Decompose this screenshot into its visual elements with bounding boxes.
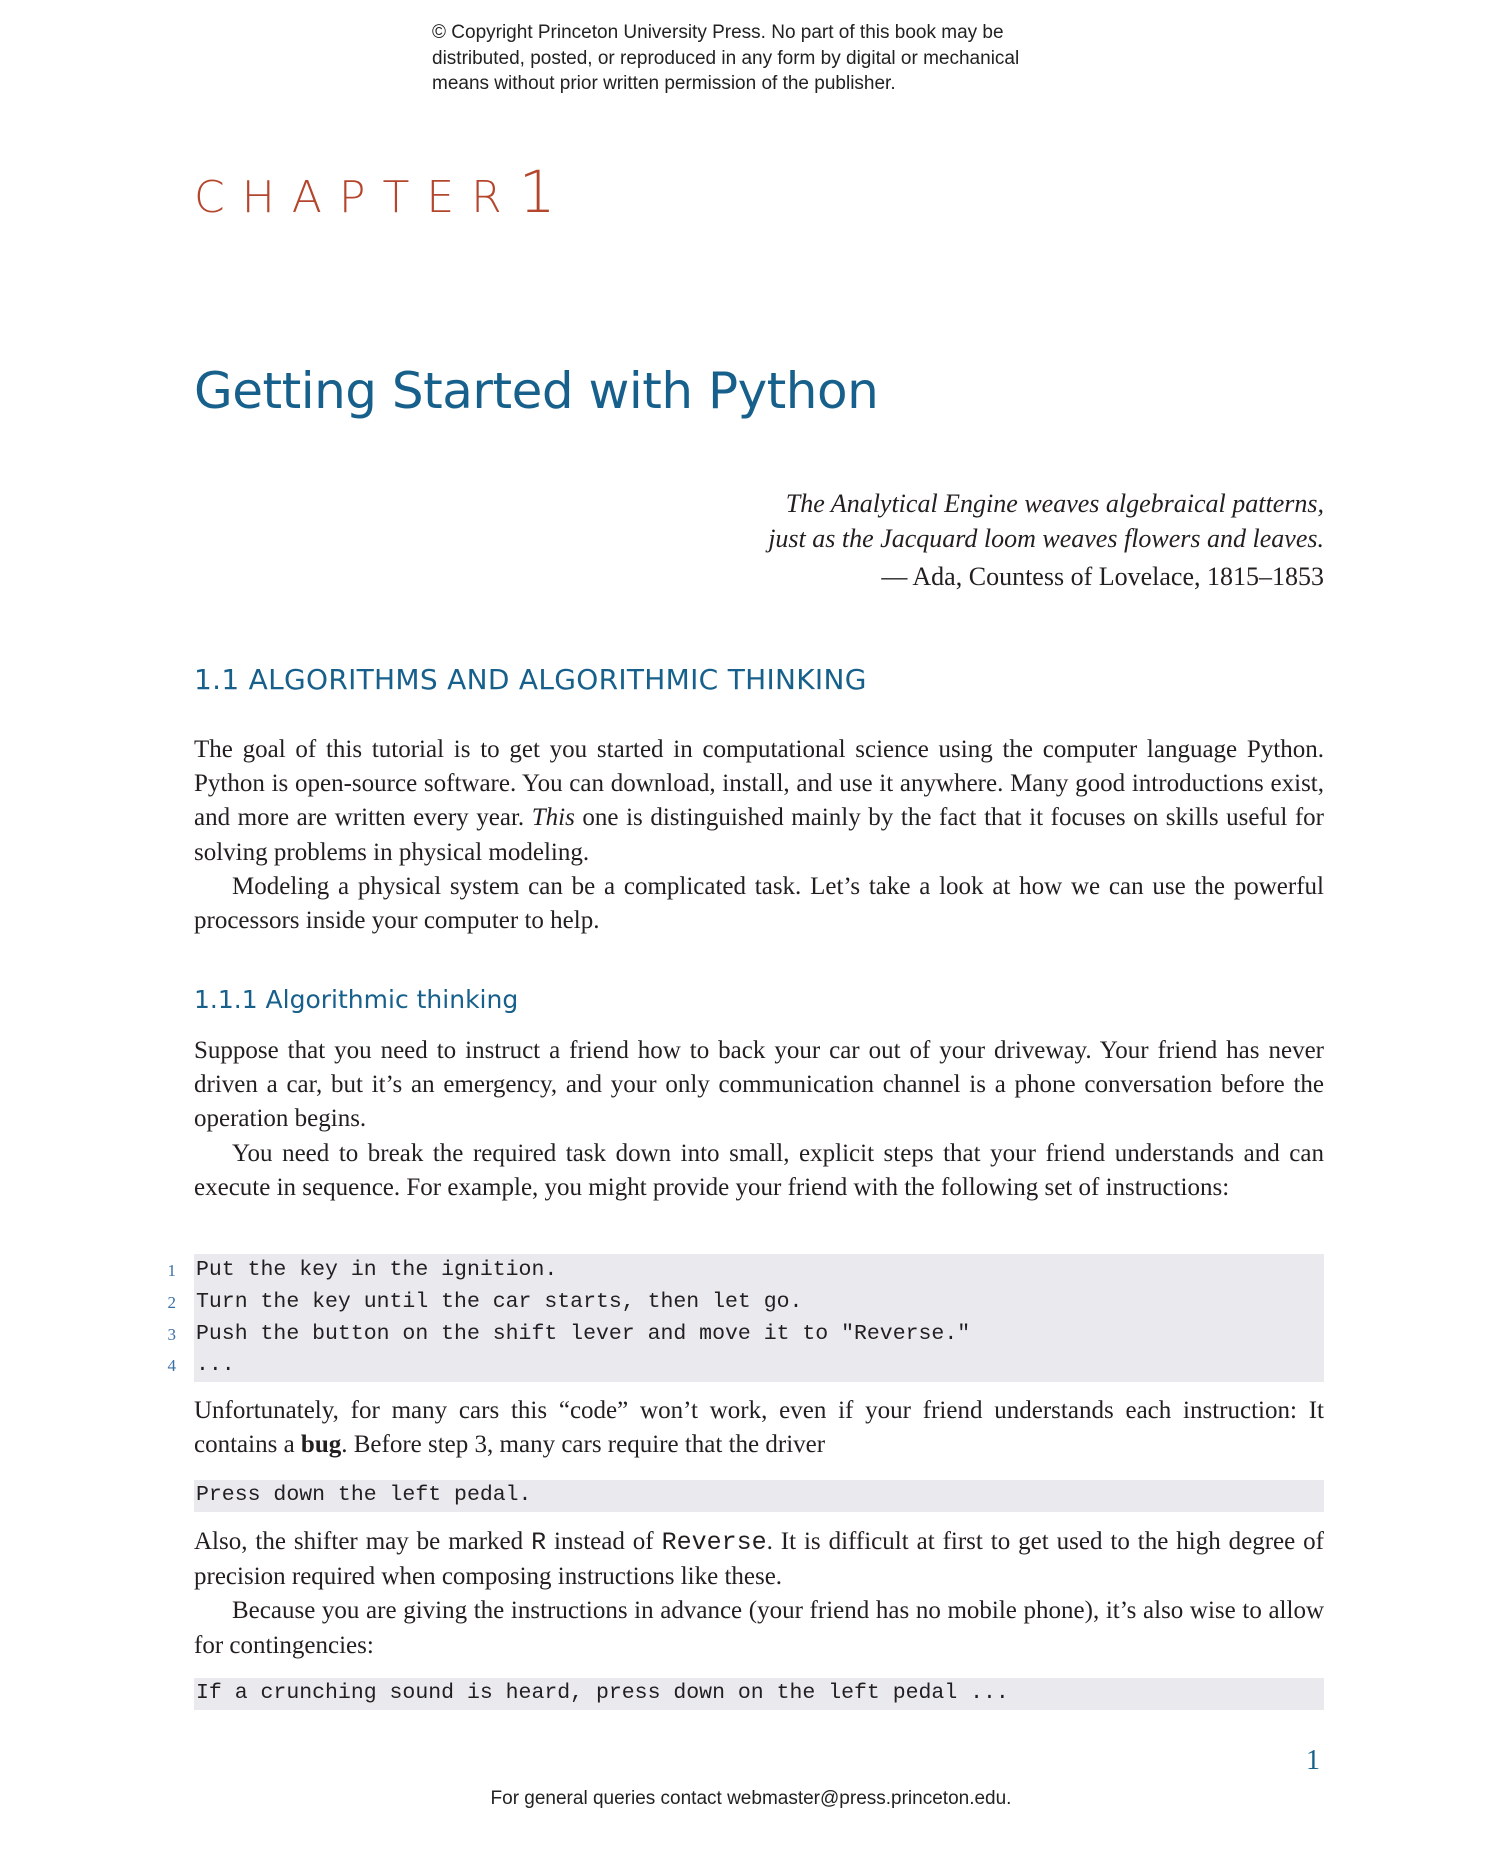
paragraph <box>194 733 1324 870</box>
text: one is distinguished mainly by the fact that it focuses on skills useful for solving problems in physical modeling. <box>194 804 1324 866</box>
code-text: Push the button on the shift lever and move it to "Reverse." <box>196 1321 971 1346</box>
emphasis: This <box>531 804 575 832</box>
code-line <box>167 1255 1324 1287</box>
epigraph-attribution: — Ada, Countess of Lovelace, 1815–1853 <box>881 562 1324 591</box>
text: Also, the shifter may be marked <box>194 1528 532 1555</box>
chapter-word: CHAPTER <box>194 172 519 223</box>
code-line: Press down the left pedal. <box>196 1483 532 1507</box>
code-text: ... <box>196 1353 235 1378</box>
paragraph: Because you are giving the instructions in advance (your friend has no mobile phone), it’s also wise to allow for contingencies: <box>194 1597 1324 1659</box>
epigraph-line: The Analytical Engine weaves algebraical patterns, <box>785 489 1324 518</box>
code-text: Turn the key until the car starts, then let go. <box>196 1289 803 1314</box>
paragraph <box>194 1525 1324 1594</box>
copyright-line: means without prior written permission of the publisher. <box>432 73 896 94</box>
code-snippet <box>194 1678 1324 1710</box>
code-line: If a crunching sound is heard, press down on the left pedal ... <box>196 1681 1009 1705</box>
copyright-line: distributed, posted, or reproduced in any form by digital or mechanical <box>432 47 1020 69</box>
line-number: 1 <box>167 1261 176 1280</box>
line-number: 2 <box>167 1292 176 1312</box>
copyright-line: © Copyright Princeton University Press. No part of this book may be <box>432 22 1004 43</box>
text: Unfortunately, for many cars this “code” won’t work, even if your friend understands each instruction: It contains a <box>194 1397 1324 1459</box>
code-line <box>167 1319 1324 1351</box>
paragraph: Modeling a physical system can be a complicated task. Let’s take a look at how we can use the powerful processors inside your computer to help. <box>194 872 1324 935</box>
inline-code: Reverse <box>661 1528 767 1557</box>
paragraph-shifter <box>194 1525 1324 1663</box>
line-number: 4 <box>167 1356 176 1376</box>
chapter-title: Getting Started with Python <box>194 362 879 420</box>
code-text: Put the key in the ignition. <box>196 1258 558 1282</box>
inline-code: R <box>531 1528 547 1557</box>
line-number: 3 <box>167 1324 176 1344</box>
copyright-notice <box>432 20 1019 97</box>
chapter-number: 1 <box>518 158 556 226</box>
chapter-label <box>194 158 556 226</box>
code-line <box>167 1287 1324 1319</box>
subsection-heading: 1.1.1 Algorithmic thinking <box>194 985 519 1014</box>
paragraph: Suppose that you need to instruct a friend how to back your car out of your driveway. Your friend has never driven a car, but it’s an emergency, and your only communication channel is a phone conversation before the operation begins. <box>194 1037 1324 1133</box>
code-line <box>167 1350 1324 1382</box>
text: . Before step 3, many cars require that the driver <box>341 1431 826 1459</box>
paragraph <box>194 1394 1324 1462</box>
section-body <box>194 733 1324 938</box>
epigraph-line: just as the Jacquard loom weaves flowers and leaves. <box>768 524 1324 553</box>
code-listing <box>167 1254 1324 1382</box>
subsection-body <box>194 1034 1324 1205</box>
bold-term: bug <box>300 1431 342 1459</box>
paragraph: You need to break the required task down into small, explicit steps that your friend understands and can execute in sequence. For example, you might provide your friend with the following set of instructions: <box>194 1139 1324 1201</box>
footer-contact: For general queries contact webmaster@press.princeton.edu. <box>490 1788 1012 1809</box>
paragraph-bug <box>194 1394 1324 1462</box>
epigraph <box>768 486 1324 594</box>
text: instead of <box>546 1528 662 1555</box>
text: . It is difficult at first to get used to the high degree of precision required when composing instructions like these. <box>194 1528 1324 1591</box>
code-snippet <box>194 1480 1324 1512</box>
text: The goal of this tutorial is to get you started in computational science using the computer language Python. Python is open-source software. You can download, install, and use it anywhere. Many good introductions exist, and more are written every year. <box>194 736 1324 832</box>
page-number: 1 <box>1306 1745 1320 1776</box>
section-heading: 1.1 ALGORITHMS AND ALGORITHMIC THINKING <box>194 663 867 696</box>
